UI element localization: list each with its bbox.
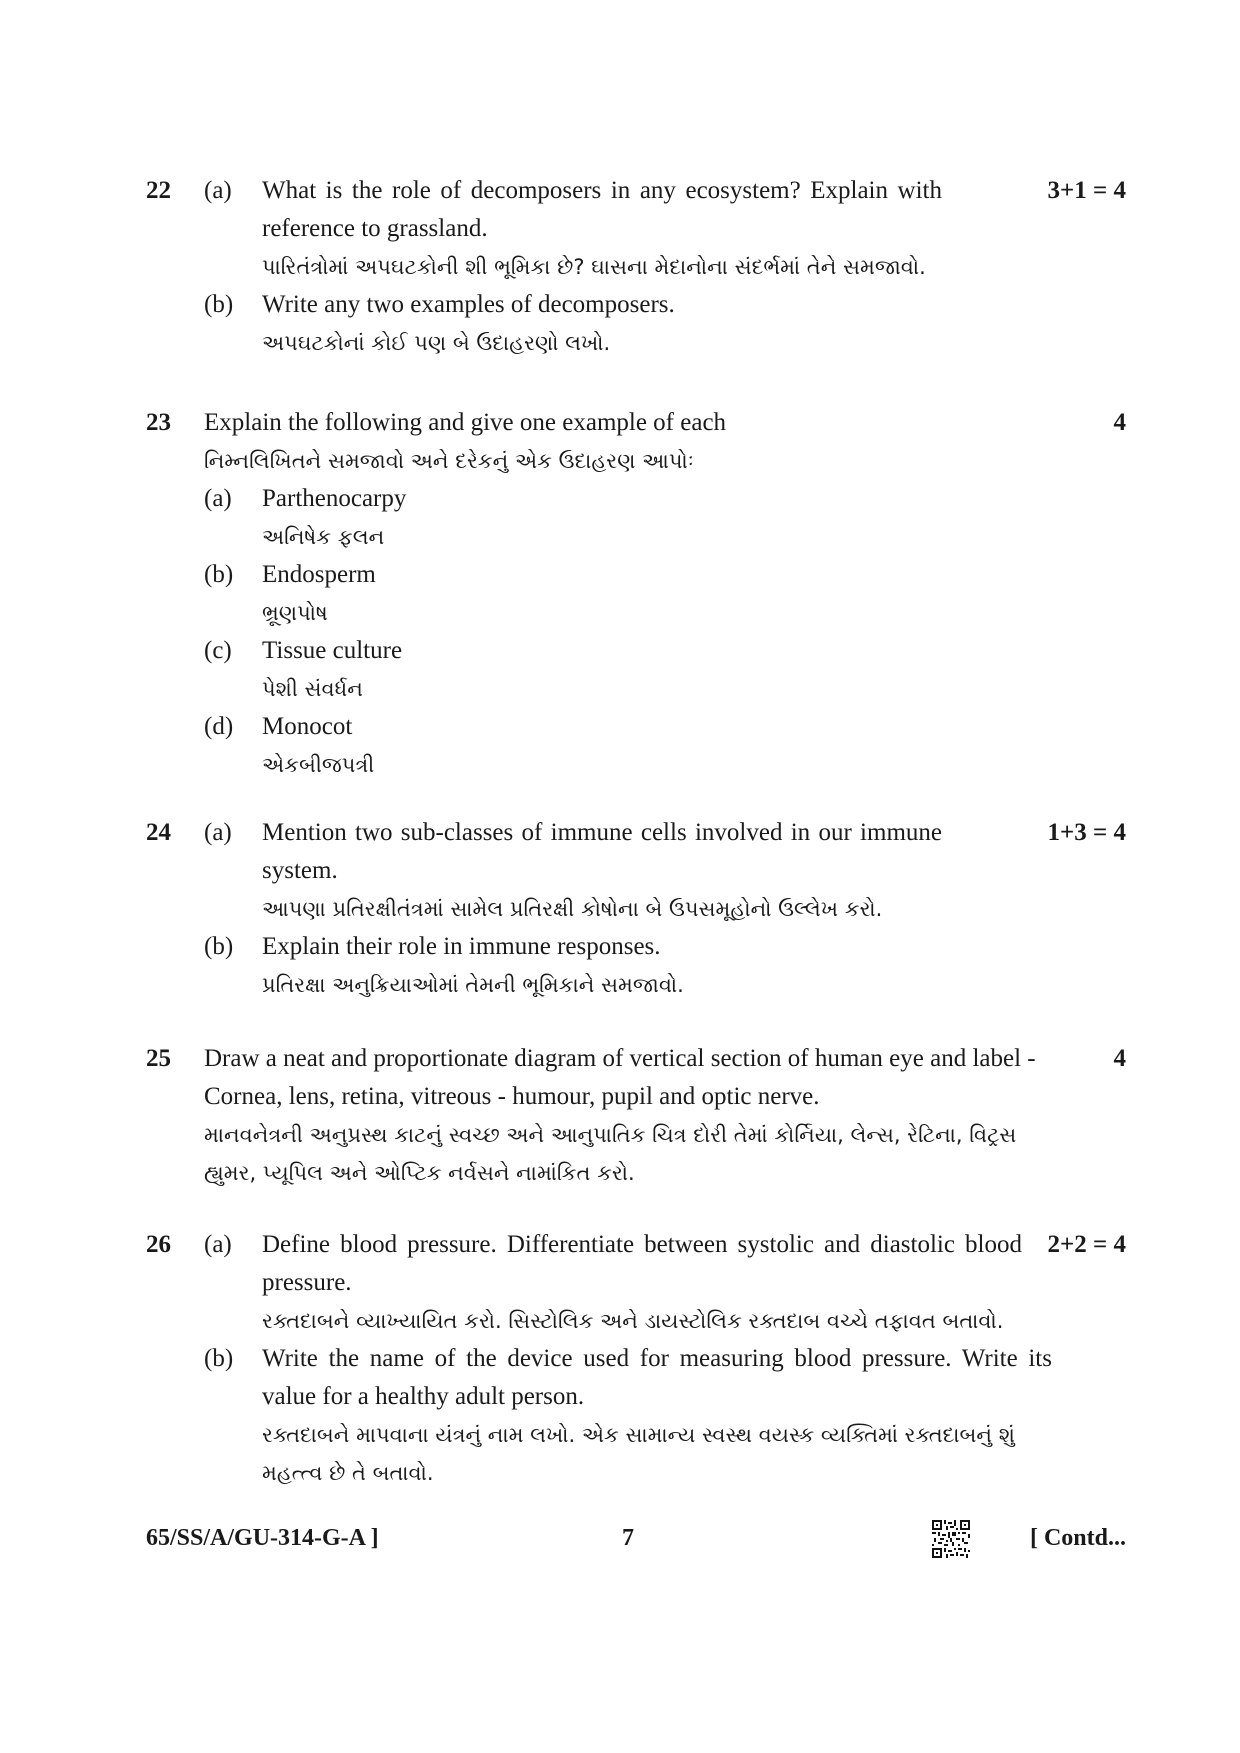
part-label: (d) [204, 713, 234, 740]
part-label: (a) [204, 485, 232, 512]
part-a [204, 1226, 1054, 1340]
sub-item-c [204, 632, 1054, 708]
question-number: 25 [146, 1045, 171, 1072]
term-gujarati: એકબીજપત્રી [262, 753, 375, 777]
question-text-english: Write any two examples of decomposers. [262, 291, 675, 318]
part-label: (b) [204, 291, 234, 318]
question-text-english: What is the role of decomposers in any ecosystem? Explain with reference to grassland. [262, 177, 942, 242]
sub-item-a [204, 480, 1054, 556]
question-number: 26 [146, 1231, 171, 1258]
part-label: (a) [204, 819, 232, 846]
question-body [204, 1040, 1074, 1192]
part-b [204, 928, 1054, 1004]
question-text-gujarati: નિમ્નલિખિતને સમજાવો અને દરેકનું એક ઉદાહરણ આપોઃ [204, 449, 694, 473]
question-text-gujarati: પ્રતિરક્ષા અનુક્રિયાઓમાં તેમની ભૂમિકાને સમજાવો. [262, 973, 684, 997]
question-text-english: Mention two sub-classes of immune cells involved in our immune system. [262, 819, 942, 884]
part-label: (b) [204, 1345, 234, 1372]
question-text-gujarati: આપણા પ્રતિરક્ષીતંત્રમાં સામેલ પ્રતિરક્ષી કોષોના બે ઉપસમૂહોનો ઉલ્લેખ કરો. [262, 897, 883, 921]
question-text-english: Draw a neat and proportionate diagram of vertical section of human eye and label - Cornea, lens, retina, vitreous - humour, pupil and optic nerve. [204, 1045, 1036, 1110]
continued-label: [ Contd... [1029, 1525, 1126, 1551]
question-number: 23 [146, 409, 171, 436]
page-footer [146, 1518, 1126, 1558]
question-text-english: Write the name of the device used for measuring blood pressure. Write its value for a healthy adult person. [262, 1345, 1052, 1410]
term-english: Tissue culture [262, 637, 403, 664]
question-marks: 4 [1113, 1045, 1126, 1072]
part-label: (b) [204, 933, 234, 960]
page-number: 7 [622, 1525, 634, 1551]
term-gujarati: પેશી સંવર્ધન [262, 677, 363, 701]
sub-item-d [204, 708, 1054, 784]
question-text-english: Define blood pressure. Differentiate between systolic and diastolic blood pressure. [262, 1231, 1022, 1296]
term-gujarati: અનિષેક ફલન [262, 525, 385, 549]
question-marks: 3+1 = 4 [1047, 177, 1126, 204]
question-number: 22 [146, 177, 171, 204]
question-text-gujarati: રક્તદાબને માપવાના યંત્રનું નામ લખો. એક સામાન્ય સ્વસ્થ વયસ્ક વ્યક્તિમાં રક્તદાબનું શું મહત્ત્વ છે તે બતાવો. [262, 1423, 1015, 1485]
question-text-gujarati: માનવનેત્રની અનુપ્રસ્થ કાટનું સ્વચ્છ અને આનુપાતિક ચિત્ર દોરી તેમાં કોર્નિયા, લેન્સ, રેટિના, વિટ્રસ હ્યુમર, પ્યૂપિલ અને ઓપ્ટિક નર્વસને નામાંકિત કરો. [204, 1123, 1017, 1185]
question-marks: 2+2 = 4 [1047, 1231, 1126, 1258]
part-a [204, 814, 1054, 928]
part-label: (b) [204, 561, 234, 588]
question-body [204, 172, 1054, 362]
question-marks: 4 [1113, 409, 1126, 436]
qr-code-icon [932, 1520, 970, 1558]
part-a [204, 172, 1054, 286]
question-marks: 1+3 = 4 [1047, 819, 1126, 846]
term-gujarati: ભ્રૂણપોષ [262, 601, 328, 625]
question-text-gujarati: રક્તદાબને વ્યાખ્યાયિત કરો. સિસ્ટોલિક અને ડાયસ્ટોલિક રક્તદાબ વચ્ચે તફાવત બતાવો. [262, 1309, 1004, 1333]
paper-code: 65/SS/A/GU-314-G-A ] [146, 1525, 379, 1551]
question-text-english: Explain the following and give one example of each [204, 409, 727, 436]
part-b [204, 1340, 1054, 1492]
question-text-english: Explain their role in immune responses. [262, 933, 661, 960]
part-b [204, 286, 1054, 362]
part-label: (a) [204, 1231, 232, 1258]
term-english: Endosperm [262, 561, 376, 588]
sub-item-b [204, 556, 1054, 632]
question-text-gujarati: અપઘટકોનાં કોઈ પણ બે ઉદાહરણો લખો. [262, 331, 611, 355]
question-body [204, 1226, 1054, 1492]
question-body [204, 404, 1054, 784]
question-text-gujarati: પારિતંત્રોમાં અપઘટકોની શી ભૂમિકા છે? ઘાસના મેદાનોના સંદર્ભમાં તેને સમજાવો. [262, 255, 926, 279]
question-body [204, 814, 1054, 1004]
term-english: Parthenocarpy [262, 485, 407, 512]
part-label: (c) [204, 637, 232, 664]
term-english: Monocot [262, 713, 353, 740]
part-label: (a) [204, 177, 232, 204]
question-number: 24 [146, 819, 171, 846]
